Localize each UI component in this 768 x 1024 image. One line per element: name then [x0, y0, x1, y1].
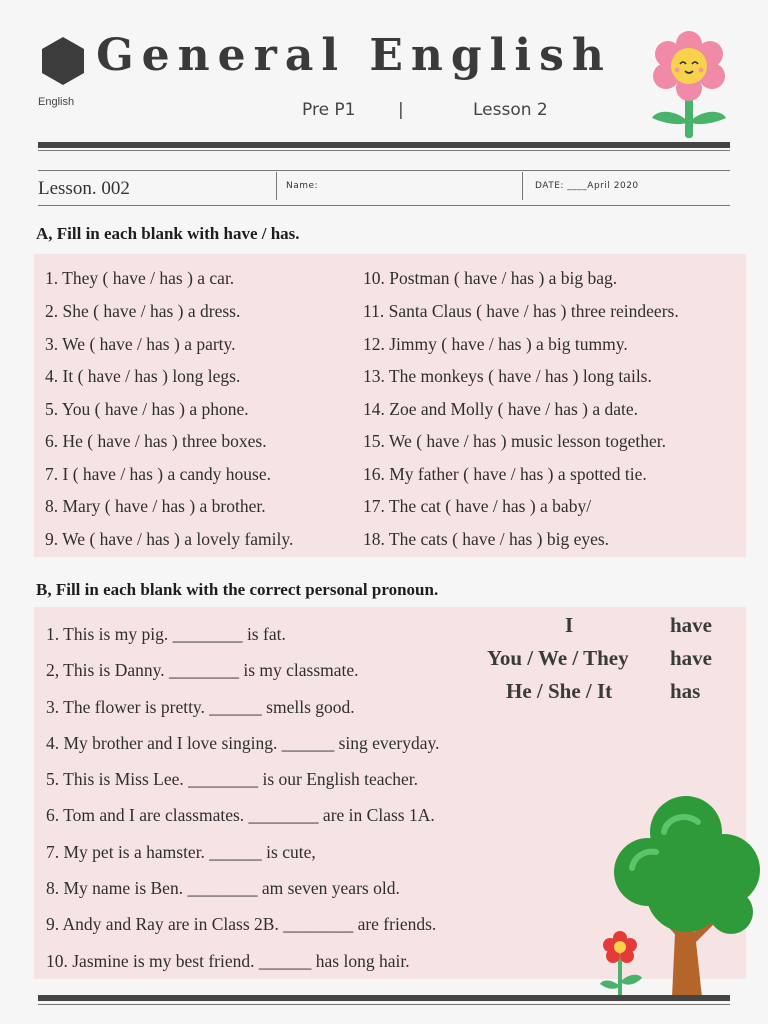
pronoun-you-we-they: You / We / They	[487, 646, 629, 670]
question-b-8: 8. My name is Ben. ________ am seven years old.	[46, 878, 400, 898]
footer-rule	[38, 995, 730, 1001]
pronoun-he-she-it: He / She / It	[506, 679, 613, 703]
section-a-title: A, Fill in each blank with have / has.	[36, 224, 300, 243]
section-b-title: B, Fill in each blank with the correct personal pronoun.	[36, 580, 439, 599]
footer-rule-thin	[38, 1004, 730, 1005]
question-b-6: 6. Tom and I are classmates. ________ are in Class 1A.	[46, 805, 435, 825]
question-b-2: 2, This is Danny. ________ is my classmate.	[46, 660, 359, 680]
question-a-12: 12. Jimmy ( have / has ) a big tummy.	[363, 334, 628, 354]
question-a-6: 6. He ( have / has ) three boxes.	[45, 431, 267, 451]
question-b-3: 3. The flower is pretty. ______ smells good.	[46, 697, 355, 717]
question-a-8: 8. Mary ( have / has ) a brother.	[45, 496, 266, 516]
question-a-14: 14. Zoe and Molly ( have / has ) a date.	[363, 399, 639, 419]
question-a-15: 15. We ( have / has ) music lesson together.	[363, 431, 666, 451]
lesson-label: Lesson 2	[473, 100, 548, 120]
lesson-number: Lesson. 002	[38, 178, 130, 199]
question-a-10: 10. Postman ( have / has ) a big bag.	[363, 268, 618, 288]
date-field-label: DATE: ____April 2020	[535, 181, 639, 191]
question-b-1: 1. This is my pig. ________ is fat.	[46, 624, 286, 644]
info-row-bottom-line	[38, 205, 730, 206]
header-rule-thin	[38, 150, 730, 151]
question-a-13: 13. The monkeys ( have / has ) long tails.	[363, 366, 652, 386]
question-a-11: 11. Santa Claus ( have / has ) three reindeers.	[363, 301, 679, 321]
info-row-top-line	[38, 170, 730, 171]
question-b-4: 4. My brother and I love singing. ______ sing everyday.	[46, 733, 440, 753]
question-a-7: 7. I ( have / has ) a candy house.	[45, 464, 271, 484]
question-a-9: 9. We ( have / has ) a lovely family.	[45, 529, 294, 549]
logo-label: English	[38, 96, 75, 108]
pronoun-i: I	[565, 613, 574, 637]
name-field-label: Name:	[286, 181, 319, 191]
info-divider	[522, 172, 523, 200]
question-b-5: 5. This is Miss Lee. ________ is our English teacher.	[46, 769, 419, 789]
question-b-10: 10. Jasmine is my best friend. ______ has long hair.	[46, 951, 410, 971]
verb-have-2: have	[670, 646, 712, 670]
page-title: General English	[96, 30, 612, 81]
question-a-18: 18. The cats ( have / has ) big eyes.	[363, 529, 610, 549]
level-label: Pre P1	[302, 100, 356, 120]
question-a-17: 17. The cat ( have / has ) a baby/	[363, 496, 592, 516]
question-a-16: 16. My father ( have / has ) a spotted tie.	[363, 464, 647, 484]
red-flower-icon	[596, 928, 646, 998]
question-a-1: 1. They ( have / has ) a car.	[45, 268, 235, 288]
verb-has: has	[670, 679, 701, 703]
question-a-3: 3. We ( have / has ) a party.	[45, 334, 236, 354]
verb-have-1: have	[670, 613, 712, 637]
header-separator: |	[398, 100, 404, 120]
question-a-4: 4. It ( have / has ) long legs.	[45, 366, 241, 386]
question-b-9: 9. Andy and Ray are in Class 2B. ________ are friends.	[46, 914, 437, 934]
question-b-7: 7. My pet is a hamster. ______ is cute,	[46, 842, 316, 862]
smiling-flower-icon	[644, 30, 734, 140]
header-rule	[38, 142, 730, 148]
question-a-2: 2. She ( have / has ) a dress.	[45, 301, 241, 321]
info-divider	[276, 172, 277, 200]
question-a-5: 5. You ( have / has ) a phone.	[45, 399, 249, 419]
